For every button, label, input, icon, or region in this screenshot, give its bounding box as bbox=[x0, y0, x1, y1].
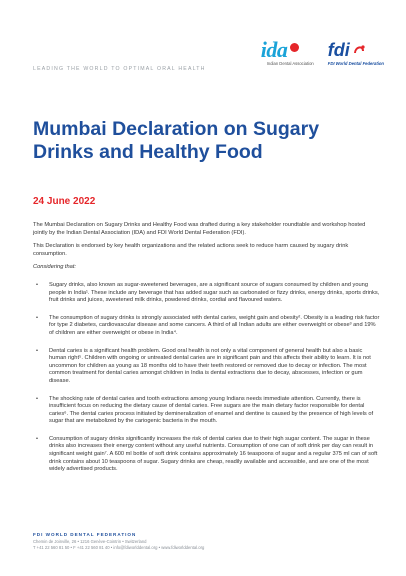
intro-paragraph-1: The Mumbai Declaration on Sugary Drinks and Healthy Food was drafted during a key stakeholder roundtable and workshop hosted jointly by the Indian Dental Association (IDA) and FDI World Dental Federation (FDI). bbox=[33, 222, 366, 236]
bullet-icon: • bbox=[36, 395, 38, 402]
considerations-list bbox=[33, 282, 381, 474]
bullet-icon: • bbox=[36, 281, 38, 288]
list-item-text: Consumption of sugary drinks significantly increases the risk of dental caries due to their high sugar content. The sugar in these drinks also increases their energy content without any useful nutrients. Consumption of one can of soft drink per day can result in significant weight gain⁷. A 600 ml bottle of soft drink contains approximately 16 teaspoons of sugar and a regular 375 ml can of soft drink contains about 10 teaspoons of sugar. Sugary drinks are cheap, readily available and accessible, and are one of the most widely advertised products. bbox=[49, 435, 378, 473]
list-item bbox=[33, 396, 381, 426]
list-item-text: Sugary drinks, also known as sugar-sweetened beverages, are a significant source of sugars consumed by children and young people in India¹. These include any beverage that has added sugar such as carbonated or fizzy drinks, energy drinks, sports drinks, fruit drinks and juices, sweetened milk drinks, powdered drinks, cordial and flavoured waters. bbox=[49, 281, 380, 304]
ida-logo-text: ida bbox=[260, 37, 288, 62]
ida-dot-icon bbox=[290, 43, 299, 52]
fdi-logo-text: fdi bbox=[327, 40, 350, 60]
tagline: LEADING THE WORLD TO OPTIMAL ORAL HEALTH bbox=[33, 66, 206, 72]
page-footer bbox=[33, 532, 204, 552]
list-item-text: Dental caries is a significant health problem. Good oral health is not only a vital component of general health but also a basic human right⁵. Children with ongoing or untreated dental caries are in significant pain and this affects their ability to learn. It is not uncommon for children as young as 18 months old to have their teeth restored or removed due to decay or infection. The most common treatment for dental caries amongst children in India is dental extractions due to decay, abscesses, infection or gum disease. bbox=[49, 347, 371, 384]
bullet-icon: • bbox=[36, 347, 38, 354]
document-body bbox=[33, 222, 381, 484]
partner-logos bbox=[260, 37, 384, 66]
bullet-icon: • bbox=[36, 435, 38, 442]
fdi-logo bbox=[328, 40, 384, 66]
document-title: Mumbai Declaration on Sugary Drinks and Healthy Food bbox=[33, 118, 320, 163]
intro-paragraph-2: This Declaration is endorsed by key health organizations and the related actions seek to reduce harm caused by sugary drink consumption. bbox=[33, 243, 349, 257]
document-date: 24 June 2022 bbox=[33, 196, 96, 207]
considering-heading: Considering that: bbox=[33, 264, 76, 271]
list-item bbox=[33, 315, 381, 338]
list-item bbox=[33, 348, 381, 386]
fdi-subtitle: FDI World Dental Federation bbox=[327, 61, 384, 66]
ida-logo bbox=[260, 37, 314, 66]
footer-org: FDI WORLD DENTAL FEDERATION bbox=[33, 532, 137, 537]
list-item-text: The consumption of sugary drinks is strongly associated with dental caries, weight gain and obesity². Obesity is a leading risk factor for type 2 diabetes, cardiovascular disease and some cancers. A third of all Indian adults are either overweight or obese³ and 19% of children are either overweight or obese in India⁴. bbox=[49, 314, 380, 336]
ida-subtitle: Indian Dental Association bbox=[266, 61, 314, 66]
list-item bbox=[33, 436, 381, 474]
footer-address: Chemin de Joinville, 26 • 1216 Genève-Cointrin • Switzerland bbox=[33, 538, 147, 544]
list-item bbox=[33, 282, 381, 305]
list-item-text: The shocking rate of dental caries and tooth extractions among young Indians needs immediate attention. Currently, there is insufficient focus on reducing the dietary cause of dental caries. Free sugars are the main dietary factor responsible for dental caries⁶. The dental caries process initiated by demineralization of enamel and dentine is caused by the presence of high levels of sugar that are metabolized by the cariogenic bacteria in the mouth. bbox=[49, 395, 374, 425]
fdi-tooth-swirl-icon bbox=[352, 43, 366, 57]
bullet-icon: • bbox=[36, 314, 38, 321]
footer-contact: T +41 22 560 81 50 • F +41 22 560 81 40 • info@fdiworlddental.org • www.fdiworlddental.org bbox=[33, 545, 205, 550]
